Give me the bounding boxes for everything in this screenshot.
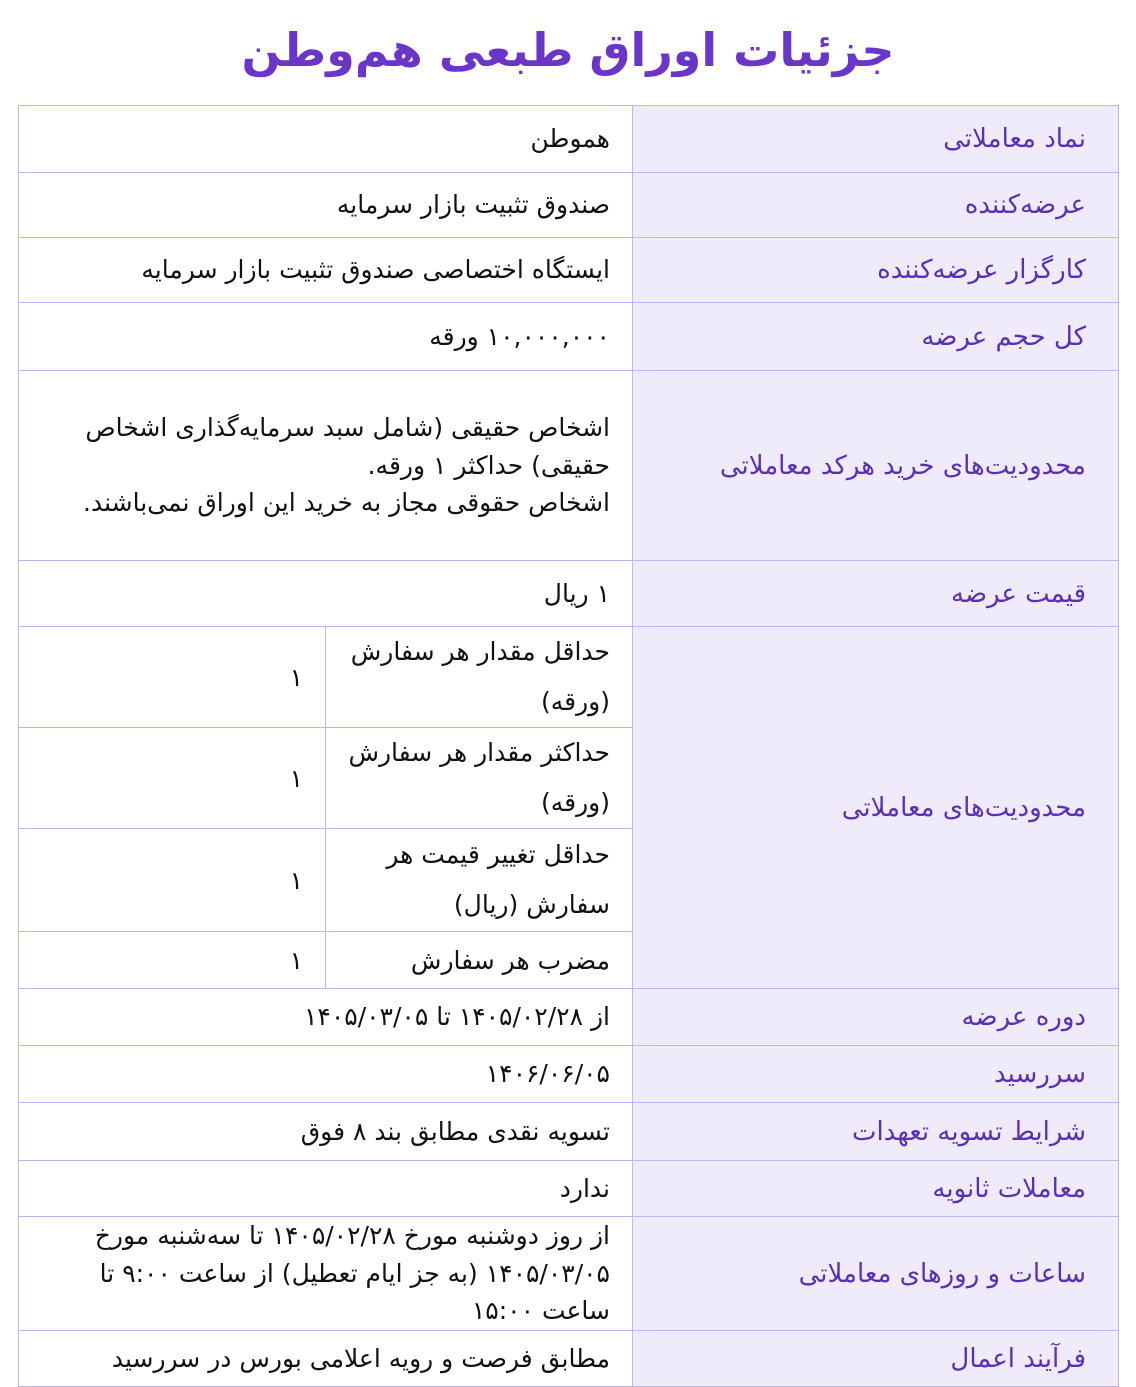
trading-limit-value: ۱: [19, 627, 326, 728]
row-label-volume: کل حجم عرضه: [633, 303, 1119, 371]
table-row: [19, 1161, 1119, 1217]
table-row: [19, 989, 1119, 1046]
table-row: [19, 106, 1119, 173]
row-value-price: ۱ ریال: [19, 561, 633, 627]
trading-limit-label: حداقل تغییر قیمت هر سفارش (ریال): [326, 829, 633, 932]
row-value-settlement: تسویه نقدی مطابق بند ۸ فوق: [19, 1103, 633, 1161]
trading-limit-value: ۱: [19, 932, 326, 989]
row-value-hours: از روز دوشنبه مورخ ۱۴۰۵/۰۲/۲۸ تا سه‌شنبه مورخ ۱۴۰۵/۰۳/۰۵ (به جز ایام تعطیل) از ساعت ۹:۰۰ تا ساعت ۱۵:۰۰: [19, 1217, 633, 1331]
table-row: [19, 303, 1119, 371]
row-label-maturity: سررسید: [633, 1046, 1119, 1103]
row-label-trading-limits: محدودیت‌های معاملاتی: [633, 627, 1119, 989]
page-title: جزئیات اوراق طبعی هم‌وطن: [241, 23, 895, 77]
row-label-secondary: معاملات ثانویه: [633, 1161, 1119, 1217]
row-value-maturity: ۱۴۰۶/۰۶/۰۵: [19, 1046, 633, 1103]
row-label-settlement: شرایط تسویه تعهدات: [633, 1103, 1119, 1161]
row-label-purchase-limits: محدودیت‌های خرید هرکد معاملاتی: [633, 371, 1119, 561]
table-row: [19, 173, 1119, 238]
details-table: [18, 105, 1119, 1387]
table-row: [19, 371, 1119, 561]
row-value-broker: ایستگاه اختصاصی صندوق تثبیت بازار سرمایه: [19, 238, 633, 303]
row-label-broker: کارگزار عرضه‌کننده: [633, 238, 1119, 303]
row-label-offerer: عرضه‌کننده: [633, 173, 1119, 238]
trading-limit-label: حداقل مقدار هر سفارش (ورقه): [326, 627, 633, 728]
row-label-price: قیمت عرضه: [633, 561, 1119, 627]
trading-limit-value: ۱: [19, 728, 326, 829]
trading-limit-label: مضرب هر سفارش: [326, 932, 633, 989]
purchase-limit-natural: اشخاص حقیقی (شامل سبد سرمایه‌گذاری اشخاص حقیقی) حداکثر ۱ ورقه.: [85, 413, 610, 480]
row-label-period: دوره عرضه: [633, 989, 1119, 1046]
row-value-secondary: ندارد: [19, 1161, 633, 1217]
table-row: [19, 238, 1119, 303]
row-label-hours: ساعات و روزهای معاملاتی: [633, 1217, 1119, 1331]
row-label-symbol: نماد معاملاتی: [633, 106, 1119, 173]
table-row: [19, 1217, 1119, 1331]
table-row: [19, 1103, 1119, 1161]
row-value-symbol: هموطن: [19, 106, 633, 173]
row-value-exercise: مطابق فرصت و رویه اعلامی بورس در سررسید: [19, 1331, 633, 1387]
table-row: [19, 627, 1119, 728]
trading-limit-value: ۱: [19, 829, 326, 932]
row-value-volume: ۱۰,۰۰۰,۰۰۰ ورقه: [19, 303, 633, 371]
table-row: [19, 561, 1119, 627]
trading-limit-label: حداکثر مقدار هر سفارش (ورقه): [326, 728, 633, 829]
table-row: [19, 1331, 1119, 1387]
row-label-exercise: فرآیند اعمال: [633, 1331, 1119, 1387]
purchase-limit-legal: اشخاص حقوقی مجاز به خرید این اوراق نمی‌باشند.: [83, 488, 610, 518]
table-row: [19, 1046, 1119, 1103]
row-value-purchase-limits: [19, 371, 633, 561]
row-value-period: از ۱۴۰۵/۰۲/۲۸ تا ۱۴۰۵/۰۳/۰۵: [19, 989, 633, 1046]
row-value-offerer: صندوق تثبیت بازار سرمایه: [19, 173, 633, 238]
